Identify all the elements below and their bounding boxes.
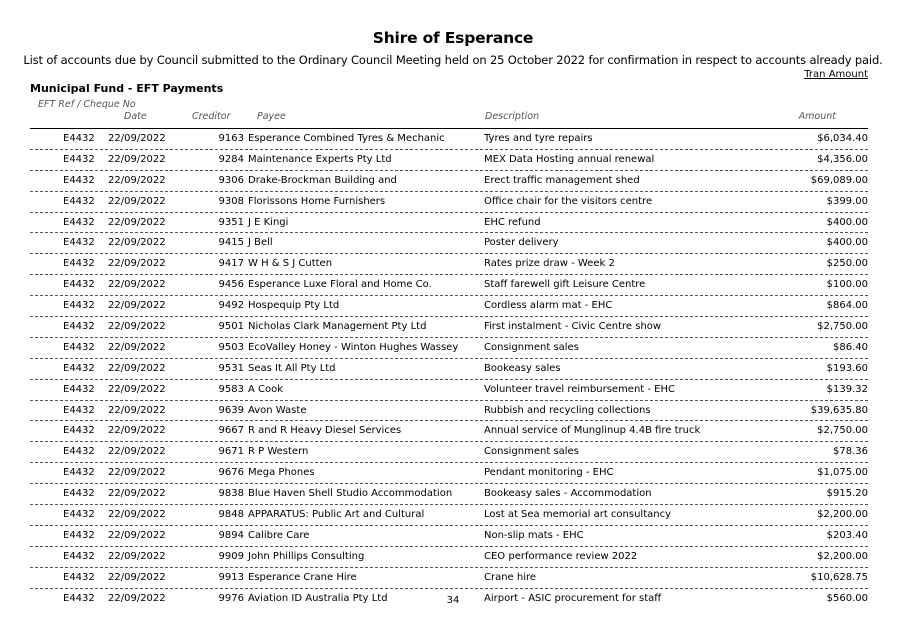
table-row: [30, 296, 868, 317]
cell-creditor: 9583: [218, 383, 244, 395]
cell-description: Crane hire: [484, 571, 537, 583]
cell-date: 22/09/2022: [108, 509, 166, 521]
cell-description: Cordless alarm mat - EHC: [484, 300, 613, 312]
cell-ref: E4432: [63, 509, 95, 521]
cell-creditor: 9501: [218, 321, 244, 333]
cell-payee: W H & S J Cutten: [248, 258, 333, 270]
cell-date: 22/09/2022: [108, 279, 166, 291]
cell-amount: $78.36: [833, 446, 868, 458]
table-row: [30, 338, 868, 359]
cell-amount: $69,089.00: [810, 174, 868, 186]
cell-ref: E4432: [63, 279, 95, 291]
cell-amount: $100.00: [826, 279, 868, 291]
table-header: [0, 99, 906, 127]
cell-creditor: 9503: [218, 341, 244, 353]
cell-description: Annual service of Munglinup 4.4B fire truck: [484, 425, 701, 437]
cell-description: Bookeasy sales: [484, 362, 561, 374]
cell-date: 22/09/2022: [108, 321, 166, 333]
cell-creditor: 9306: [218, 174, 244, 186]
cell-date: 22/09/2022: [108, 571, 166, 583]
cell-payee: Maintenance Experts Pty Ltd: [248, 153, 392, 165]
cell-ref: E4432: [63, 550, 95, 562]
cell-ref: E4432: [63, 321, 95, 333]
cell-date: 22/09/2022: [108, 550, 166, 562]
cell-creditor: 9308: [218, 195, 244, 207]
cell-payee: J E Kingi: [248, 216, 289, 228]
cell-description: EHC refund: [484, 216, 541, 228]
cell-ref: E4432: [63, 133, 95, 144]
cell-ref: E4432: [63, 425, 95, 437]
cell-date: 22/09/2022: [108, 488, 166, 500]
cell-amount: $2,200.00: [817, 509, 868, 521]
cell-payee: EcoValley Honey - Winton Hughes Wassey: [248, 341, 459, 353]
cell-date: 22/09/2022: [108, 133, 166, 144]
tran-amount-label: Tran Amount: [804, 69, 868, 80]
table-row: [30, 129, 868, 150]
table-row: [30, 359, 868, 380]
cell-amount: $915.20: [826, 488, 868, 500]
cell-description: Staff farewell gift Leisure Centre: [484, 279, 646, 291]
header-date: Date: [124, 111, 147, 122]
cell-date: 22/09/2022: [108, 467, 166, 479]
cell-amount: $39,635.80: [810, 404, 868, 416]
cell-amount: $6,034.40: [817, 133, 868, 144]
cell-date: 22/09/2022: [108, 300, 166, 312]
table-row: [30, 171, 868, 192]
table-row: [30, 150, 868, 171]
cell-amount: $86.40: [833, 341, 868, 353]
cell-ref: E4432: [63, 592, 95, 604]
cell-payee: Nicholas Clark Management Pty Ltd: [248, 321, 427, 333]
cell-ref: E4432: [63, 446, 95, 458]
cell-creditor: 9351: [218, 216, 244, 228]
cell-amount: $193.60: [826, 362, 868, 374]
cell-ref: E4432: [63, 571, 95, 583]
cell-date: 22/09/2022: [108, 153, 166, 165]
cell-amount: $250.00: [826, 258, 868, 270]
document-title: Shire of Esperance: [372, 29, 534, 47]
cell-creditor: 9417: [218, 258, 244, 270]
cell-description: Rates prize draw - Week 2: [484, 258, 615, 270]
header-amount: Amount: [798, 111, 836, 122]
cell-creditor: 9894: [218, 529, 244, 541]
cell-date: 22/09/2022: [108, 216, 166, 228]
cell-payee: Esperance Combined Tyres & Mechanic: [248, 133, 445, 144]
table-row: [30, 192, 868, 213]
table-row: [30, 254, 868, 275]
cell-payee: Avon Waste: [248, 404, 307, 416]
cell-payee: Mega Phones: [248, 467, 315, 479]
cell-date: 22/09/2022: [108, 425, 166, 437]
cell-creditor: 9163: [218, 133, 244, 144]
cell-payee: Esperance Crane Hire: [248, 571, 357, 583]
cell-creditor: 9284: [218, 153, 244, 165]
cell-date: 22/09/2022: [108, 446, 166, 458]
section-title: Municipal Fund - EFT Payments: [30, 82, 224, 95]
cell-description: Rubbish and recycling collections: [484, 404, 651, 416]
cell-ref: E4432: [63, 153, 95, 165]
cell-amount: $2,750.00: [817, 321, 868, 333]
cell-description: Bookeasy sales - Accommodation: [484, 488, 652, 500]
cell-amount: $203.40: [826, 529, 868, 541]
cell-payee: R and R Heavy Diesel Services: [248, 425, 402, 437]
document-subtitle: List of accounts due by Council submitted to the Ordinary Council Meeting held on 25 October 2022 for confirmation in respect to accounts already paid.: [23, 53, 883, 67]
cell-creditor: 9976: [218, 592, 244, 604]
cell-payee: R P Western: [248, 446, 309, 458]
cell-payee: Calibre Care: [248, 529, 310, 541]
cell-payee: J Bell: [248, 237, 273, 249]
table-row: [30, 442, 868, 463]
cell-ref: E4432: [63, 216, 95, 228]
cell-creditor: 9639: [218, 404, 244, 416]
cell-ref: E4432: [63, 237, 95, 249]
table-row: [30, 380, 868, 401]
cell-amount: $10,628.75: [810, 571, 868, 583]
cell-ref: E4432: [63, 529, 95, 541]
cell-payee: A Cook: [248, 383, 284, 395]
cell-creditor: 9415: [218, 237, 244, 249]
cell-payee: Florissons Home Furnishers: [248, 195, 386, 207]
cell-description: Office chair for the visitors centre: [484, 195, 653, 207]
cell-date: 22/09/2022: [108, 237, 166, 249]
cell-creditor: 9848: [218, 509, 244, 521]
cell-amount: $399.00: [826, 195, 868, 207]
cell-description: Volunteer travel reimbursement - EHC: [484, 383, 676, 395]
cell-description: Tyres and tyre repairs: [484, 133, 593, 144]
cell-description: Consignment sales: [484, 446, 579, 458]
cell-amount: $864.00: [826, 300, 868, 312]
cell-description: Pendant monitoring - EHC: [484, 467, 614, 479]
cell-description: Poster delivery: [484, 237, 559, 249]
table-row: [30, 233, 868, 254]
cell-date: 22/09/2022: [108, 592, 166, 604]
table-row: [30, 401, 868, 422]
table-row: [30, 421, 868, 442]
cell-ref: E4432: [63, 404, 95, 416]
cell-payee: Drake-Brockman Building and: [248, 174, 397, 186]
cell-payee: John Phillips Consulting: [248, 550, 365, 562]
cell-amount: $4,356.00: [817, 153, 868, 165]
cell-description: First instalment - Civic Centre show: [484, 321, 662, 333]
cell-payee: Blue Haven Shell Studio Accommodation: [248, 488, 453, 500]
cell-payee: Esperance Luxe Floral and Home Co.: [248, 279, 432, 291]
cell-payee: Aviation ID Australia Pty Ltd: [248, 592, 388, 604]
cell-date: 22/09/2022: [108, 383, 166, 395]
cell-amount: $1,075.00: [817, 467, 868, 479]
page-number: 34: [446, 595, 460, 606]
cell-ref: E4432: [63, 300, 95, 312]
payments-table: [30, 129, 868, 608]
cell-ref: E4432: [63, 195, 95, 207]
cell-creditor: 9913: [218, 571, 244, 583]
cell-date: 22/09/2022: [108, 529, 166, 541]
header-description: Description: [485, 111, 540, 122]
table-row: [30, 275, 868, 296]
cell-ref: E4432: [63, 383, 95, 395]
header-payee: Payee: [257, 111, 286, 122]
cell-description: Consignment sales: [484, 341, 579, 353]
cell-ref: E4432: [63, 174, 95, 186]
table-row: [30, 526, 868, 547]
cell-creditor: 9456: [218, 279, 244, 291]
cell-date: 22/09/2022: [108, 258, 166, 270]
cell-creditor: 9667: [218, 425, 244, 437]
cell-amount: $2,750.00: [817, 425, 868, 437]
cell-description: Airport - ASIC procurement for staff: [484, 592, 662, 604]
cell-payee: Seas It All Pty Ltd: [248, 362, 336, 374]
cell-creditor: 9492: [218, 300, 244, 312]
cell-date: 22/09/2022: [108, 404, 166, 416]
cell-creditor: 9531: [218, 362, 244, 374]
cell-creditor: 9909: [218, 550, 244, 562]
cell-creditor: 9671: [218, 446, 244, 458]
table-row: [30, 484, 868, 505]
cell-ref: E4432: [63, 341, 95, 353]
header-creditor: Creditor: [192, 111, 231, 122]
cell-description: MEX Data Hosting annual renewal: [484, 153, 655, 165]
cell-date: 22/09/2022: [108, 195, 166, 207]
cell-amount: $139.32: [826, 383, 868, 395]
cell-description: Non-slip mats - EHC: [484, 529, 584, 541]
cell-amount: $400.00: [826, 237, 868, 249]
cell-creditor: 9676: [218, 467, 244, 479]
cell-ref: E4432: [63, 467, 95, 479]
cell-payee: APPARATUS: Public Art and Cultural: [248, 509, 425, 521]
table-row: [30, 547, 868, 568]
table-row: [30, 568, 868, 589]
cell-amount: $560.00: [826, 592, 868, 604]
cell-amount: $400.00: [826, 216, 868, 228]
cell-date: 22/09/2022: [108, 362, 166, 374]
header-ref: EFT Ref / Cheque No: [38, 99, 136, 110]
cell-description: CEO performance review 2022: [484, 550, 638, 562]
table-row: [30, 505, 868, 526]
cell-ref: E4432: [63, 258, 95, 270]
cell-ref: E4432: [63, 362, 95, 374]
cell-date: 22/09/2022: [108, 174, 166, 186]
cell-description: Lost at Sea memorial art consultancy: [484, 509, 672, 521]
table-row: [30, 213, 868, 234]
cell-description: Erect traffic management shed: [484, 174, 640, 186]
cell-date: 22/09/2022: [108, 341, 166, 353]
cell-ref: E4432: [63, 488, 95, 500]
cell-amount: $2,200.00: [817, 550, 868, 562]
table-row: [30, 463, 868, 484]
cell-payee: Hospequip Pty Ltd: [248, 300, 340, 312]
table-row: [30, 317, 868, 338]
cell-creditor: 9838: [218, 488, 244, 500]
